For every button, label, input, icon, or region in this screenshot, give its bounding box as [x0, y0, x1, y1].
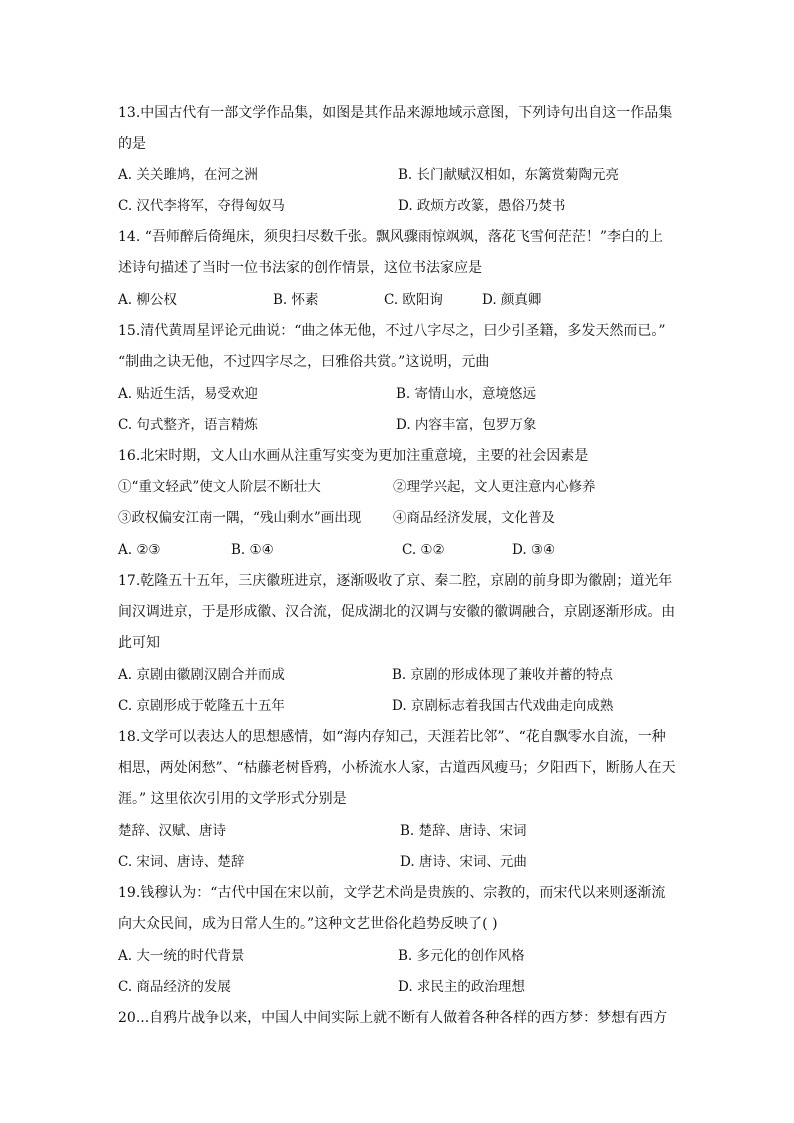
q16-item-1: ①“重文轻武”使文人阶层不断壮大: [118, 479, 321, 495]
q14-stem-line2: 述诗句描述了当时一位书法家的创作情景，这位书法家应是: [118, 260, 482, 276]
q16-item-2: ②理学兴起，文人更注意内心修养: [393, 479, 596, 495]
q13-option-a: A. 关关雎鸠，在河之洲: [118, 167, 258, 183]
q19-option-b: B. 多元化的创作风格: [398, 948, 525, 964]
q19-option-d: D. 求民主的政治理想: [398, 979, 525, 995]
q17-option-a: A. 京剧由徽剧汉剧合并而成: [118, 667, 285, 683]
q17-option-c: C. 京剧形成于乾隆五十五年: [118, 698, 285, 714]
q13-option-b: B. 长门献赋汉相如，东篱赏菊陶元亮: [398, 167, 620, 183]
q14-stem-line1: 14. “吾师醉后倚绳床，须臾扫尽数千张。飘风骤雨惊飒飒，落花飞雪何茫茫！”李白的上: [118, 229, 664, 245]
q14-option-a: A. 柳公权: [118, 292, 177, 308]
q17-stem-line2: 间汉调进京，于是形成徽、汉合流，促成湖北的汉调与安徽的徽调融合，京剧逐渐形成。由: [118, 604, 676, 620]
q19-option-c: C. 商品经济的发展: [118, 979, 231, 995]
q13-option-c: C. 汉代李将军，夺得匈奴马: [118, 198, 285, 214]
q13-stem-line1: 13.中国古代有一部文学作品集，如图是其作品来源地域示意图，下列诗句出自这一作品集: [118, 105, 673, 121]
q18-option-d: D. 唐诗、宋词、元曲: [400, 854, 527, 870]
q16-option-b: B. ①④: [231, 542, 274, 558]
q15-option-a: A. 贴近生活，易受欢迎: [118, 386, 258, 402]
q19-option-a: A. 大一统的时代背景: [118, 948, 245, 964]
q19-stem-line1: 19.钱穆认为：“古代中国在宋以前，文学艺术尚是贵族的、宗教的，而宋代以来则逐渐流: [118, 885, 666, 901]
q17-option-b: B. 京剧的形成体现了兼收并蓄的特点: [392, 667, 614, 683]
q18-stem-line3: 涯。” 这里依次引用的文学形式分别是: [118, 791, 347, 807]
q14-option-c: C. 欧阳询: [384, 292, 443, 308]
q13-option-d: D. 政烦方改篆，愚俗乃焚书: [398, 198, 566, 214]
q16-option-c: C. ①②: [402, 542, 445, 558]
q15-option-d: D. 内容丰富，包罗万象: [396, 417, 537, 433]
q19-stem-line2: 向大众民间，成为日常人生的。”这种文艺世俗化趋势反映了( ): [118, 916, 498, 932]
q14-option-b: B. 怀素: [273, 292, 319, 308]
q15-option-b: B. 寄情山水，意境悠远: [396, 386, 537, 402]
q13-stem-line2: 的是: [118, 136, 146, 152]
q16-option-d: D. ③④: [512, 542, 556, 558]
q14-option-d: D. 颜真卿: [482, 292, 542, 308]
q15-stem-line1: 15.清代黄周星评论元曲说：“曲之体无他，不过八字尽之，曰少引圣籍，多发天然而已。”: [118, 323, 666, 339]
q16-option-a: A. ②③: [118, 542, 161, 558]
q16-stem-line1: 16.北宋时期，文人山水画从注重写实变为更加注重意境，主要的社会因素是: [118, 448, 589, 464]
q18-stem-line1: 18.文学可以表达人的思想感情，如“海内存知己，天涯若比邻”、“花自飘零水自流，一种: [118, 729, 666, 745]
q17-stem-line3: 此可知: [118, 635, 160, 651]
q18-stem-line2: 相思，两处闲愁”、“枯藤老树昏鸦，小桥流水人家，古道西风瘦马；夕阳西下，断肠人在天: [118, 760, 676, 776]
q18-option-b: B. 楚辞、唐诗、宋词: [400, 823, 527, 839]
q16-item-4: ④商品经济发展，文化普及: [393, 510, 555, 526]
q18-option-c: C. 宋词、唐诗、楚辞: [118, 854, 245, 870]
q17-stem-line1: 17.乾隆五十五年，三庆徽班进京，逐渐吸收了京、秦二腔，京剧的前身即为徽剧；道光年: [118, 573, 673, 589]
q15-stem-line2: “制曲之诀无他，不过四字尽之，曰雅俗共赏。”这说明，元曲: [118, 354, 490, 370]
q16-item-3: ③政权偏安江南一隅，“残山剩水”画出现: [118, 510, 362, 526]
q15-option-c: C. 句式整齐，语言精炼: [118, 417, 258, 433]
q20-stem-line1: 20...自鸦片战争以来，中国人中间实际上就不断有人做着各种各样的西方梦：梦想有西方: [118, 1010, 668, 1026]
q18-option-a: 楚辞、汉赋、唐诗: [118, 823, 226, 839]
q17-option-d: D. 京剧标志着我国古代戏曲走向成熟: [392, 698, 614, 714]
